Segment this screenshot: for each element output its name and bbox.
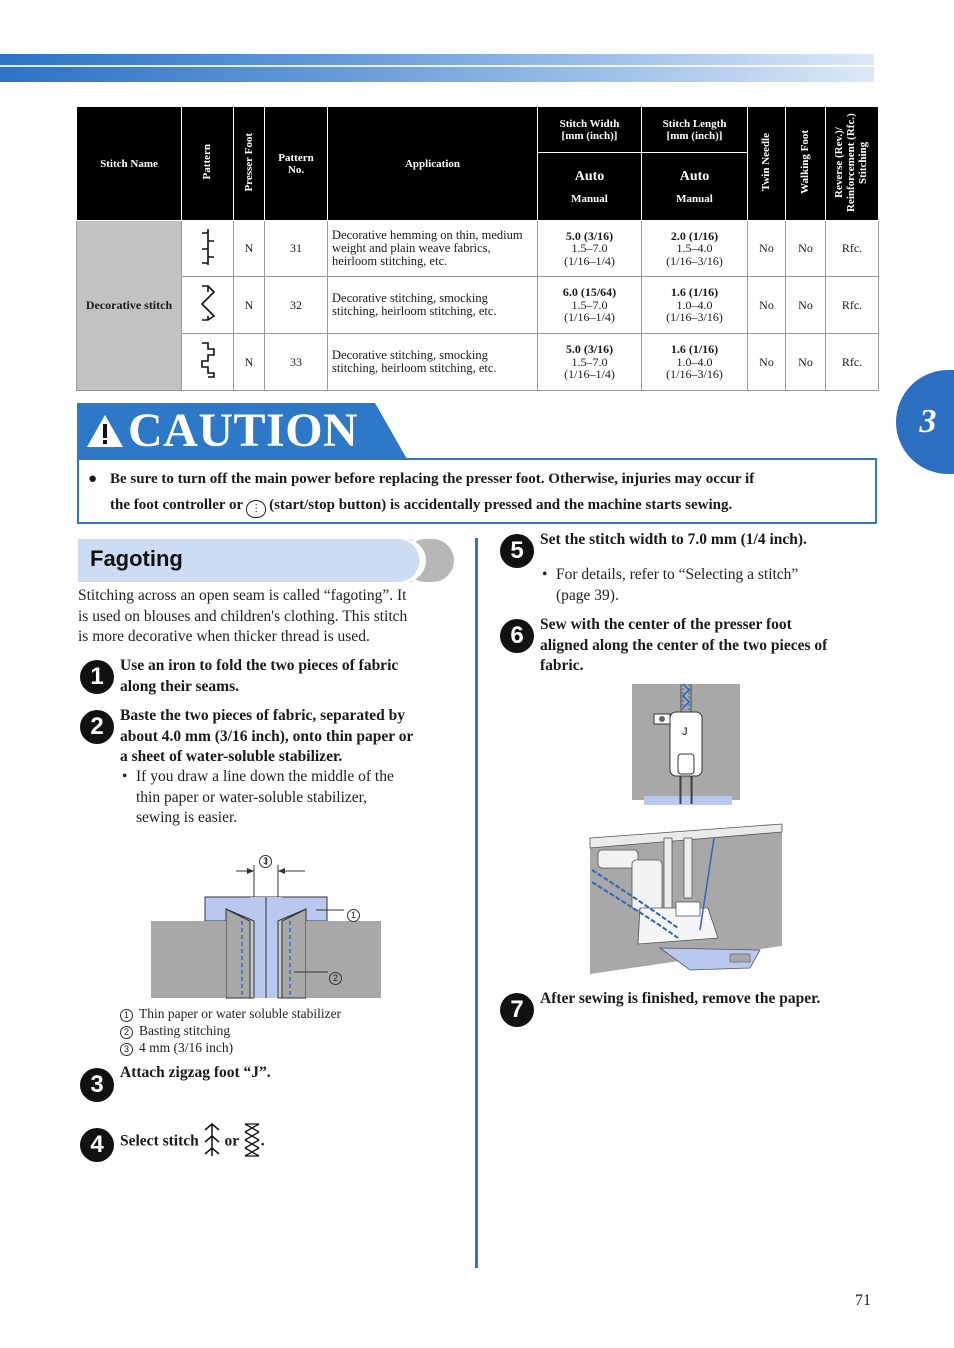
pattern-33-icon: [182, 334, 234, 391]
step-2-number: 2: [80, 710, 114, 744]
table-row: [77, 221, 879, 277]
step-3-number: 3: [80, 1068, 114, 1102]
table-cell: 5.0 (3/16) 1.5–7.0 (1/16–1/4): [538, 221, 642, 277]
table-cell: 31: [265, 221, 328, 277]
fagoting-stitch-b-icon: [243, 1122, 261, 1158]
header-reverse: Reverse (Rev.)/ Reinforcement (Rfc.) Stitching: [826, 107, 879, 221]
stitch-spec-table: [76, 106, 879, 391]
diagram-legend: 1 Thin paper or water soluble stabilizer 2 Basting stitching 3 4 mm (3/16 inch): [120, 1005, 341, 1056]
header-band: [0, 54, 874, 82]
warning-triangle-icon: [86, 414, 124, 448]
table-cell: 5.0 (3/16) 1.5–7.0 (1/16–1/4): [538, 334, 642, 391]
step-3-text: Attach zigzag foot “J”.: [120, 1064, 271, 1081]
table-cell: Decorative stitching, smocking stitching, heirloom stitching, etc.: [328, 277, 538, 334]
step-5-bullet: • For details, refer to “Selecting a stitch” (page 39).: [542, 566, 799, 604]
presser-foot-illustration: [632, 684, 742, 806]
callout-1: 1: [347, 903, 366, 922]
table-cell: Rfc.: [826, 277, 879, 334]
column-divider: [475, 538, 478, 1268]
header-stitch-length: Stitch Length [mm (inch)]: [642, 107, 748, 153]
step-1-text: Use an iron to fold the two pieces of fabric along their seams.: [120, 657, 399, 695]
caution-title: CAUTION: [128, 404, 359, 457]
start-stop-button-icon: ⫶: [246, 500, 266, 518]
header-width-auto-manual: Auto Manual: [538, 153, 642, 221]
table-cell: 6.0 (15/64) 1.5–7.0 (1/16–1/4): [538, 277, 642, 334]
table-row: [77, 277, 879, 334]
step-5-text: Set the stitch width to 7.0 mm (1/4 inch).: [540, 531, 807, 548]
header-stitch-name: Stitch Name: [77, 107, 182, 221]
header-presser-foot: Presser Foot: [234, 107, 265, 221]
table-cell: 1.6 (1/16) 1.0–4.0 (1/16–3/16): [642, 277, 748, 334]
table-cell: Decorative hemming on thin, medium weight and plain weave fabrics, heirloom stitching, etc.: [328, 221, 538, 277]
table-cell: N: [234, 221, 265, 277]
chapter-tab[interactable]: [896, 370, 954, 474]
intro-paragraph: Stitching across an open seam is called “fagoting”. It is used on blouses and children's clothing. This stitch is more decorative when thicker thread is used.: [78, 587, 408, 645]
bullet-icon: ●: [88, 471, 98, 487]
step-4-text: Select stitch or .: [120, 1124, 265, 1160]
foot-label: J: [682, 726, 688, 738]
step-5-number: 5: [500, 534, 534, 568]
pattern-31-icon: [182, 221, 234, 277]
table-cell: N: [234, 334, 265, 391]
table-cell: Rfc.: [826, 334, 879, 391]
callout-2: 2: [329, 966, 348, 985]
table-cell: No: [748, 221, 786, 277]
table-cell: No: [748, 277, 786, 334]
table-cell: No: [748, 334, 786, 391]
header-application: Application: [328, 107, 538, 221]
stitch-group-name: Decorative stitch: [77, 221, 182, 391]
table-cell: 33: [265, 334, 328, 391]
header-pattern: Pattern: [182, 107, 234, 221]
table-cell: Decorative stitching, smocking stitching, heirloom stitching, etc.: [328, 334, 538, 391]
header-twin-needle: Twin Needle: [748, 107, 786, 221]
table-cell: Rfc.: [826, 221, 879, 277]
header-stitch-width: Stitch Width [mm (inch)]: [538, 107, 642, 153]
section-title: Fagoting: [90, 546, 183, 571]
step-6-number: 6: [500, 619, 534, 653]
step-6-text: Sew with the center of the presser foot aligned along the center of the two pieces of fabric.: [540, 616, 828, 674]
step-2-bullet: • If you draw a line down the middle of the thin paper or water-soluble stabilizer, sewing is easier.: [122, 768, 394, 826]
step-7-text: After sewing is finished, remove the paper.: [540, 990, 821, 1007]
table-cell: N: [234, 277, 265, 334]
table-cell: No: [786, 221, 826, 277]
header-length-auto-manual: Auto Manual: [642, 153, 748, 221]
header-walking-foot: Walking Foot: [786, 107, 826, 221]
table-row: [77, 334, 879, 391]
table-cell: No: [786, 334, 826, 391]
page-number: 71: [855, 1292, 871, 1309]
table-cell: No: [786, 277, 826, 334]
header-pattern-no: Pattern No.: [265, 107, 328, 221]
callout-3: 3: [259, 849, 278, 868]
step-4-number: 4: [80, 1128, 114, 1162]
table-cell: 1.6 (1/16) 1.0–4.0 (1/16–3/16): [642, 334, 748, 391]
pattern-32-icon: [182, 277, 234, 334]
table-cell: 2.0 (1/16) 1.5–4.0 (1/16–3/16): [642, 221, 748, 277]
chapter-number: 3: [919, 403, 937, 440]
caution-text: ● Be sure to turn off the main power before replacing the presser foot. Otherwise, injuries may occur if the foot controller or ⫶ (start/stop button) is accidentally pressed and the machine starts sewing.: [88, 466, 868, 518]
fagoting-diagram: [150, 845, 390, 1005]
sewing-machine-illustration: [590, 818, 782, 978]
fagoting-stitch-a-icon: [203, 1122, 221, 1158]
table-cell: 32: [265, 277, 328, 334]
step-2-text: Baste the two pieces of fabric, separated by about 4.0 mm (3/16 inch), onto thin paper or a sheet of water-soluble stabilizer.: [120, 707, 414, 765]
step-7-number: 7: [500, 993, 534, 1027]
step-1-number: 1: [80, 660, 114, 694]
